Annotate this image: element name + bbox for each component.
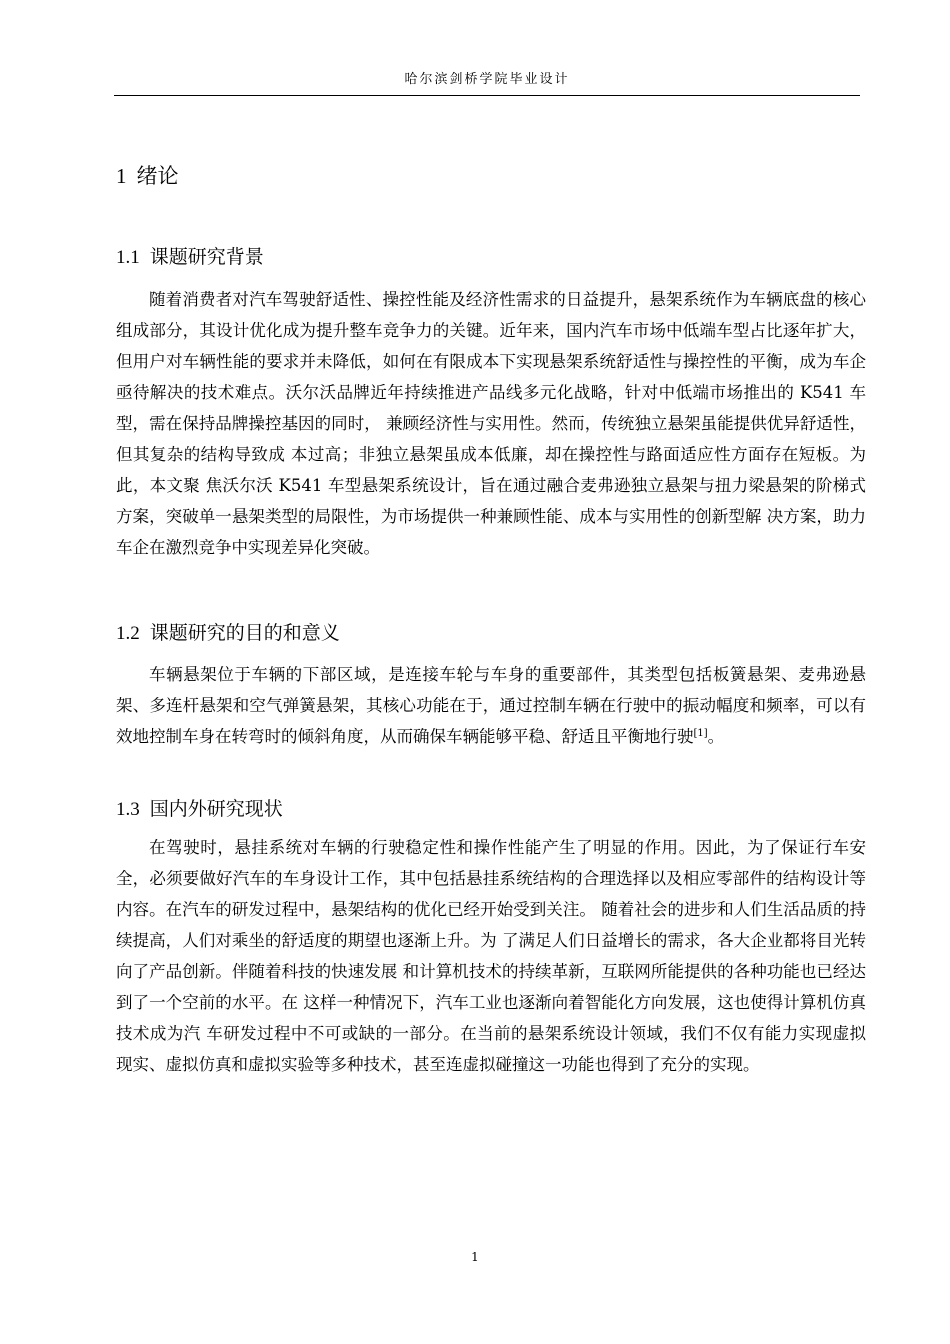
section-heading-1-2 xyxy=(116,618,340,645)
section-number: 1.1 xyxy=(116,247,140,268)
page-header: 哈尔滨剑桥学院毕业设计 xyxy=(404,72,570,87)
section-title: 课题研究的目的和意义 xyxy=(149,622,340,644)
section-number: 1.3 xyxy=(116,799,140,820)
citation-marker: [1] xyxy=(693,728,708,739)
section-heading-1-3 xyxy=(116,794,283,821)
paragraph-purpose-end: 。 xyxy=(707,727,725,746)
section-number: 1.2 xyxy=(116,623,140,644)
chapter-heading xyxy=(116,160,179,190)
section-title: 课题研究背景 xyxy=(149,246,264,268)
chapter-number: 1 xyxy=(116,164,127,188)
paragraph-status: 在驾驶时，悬挂系统对车辆的行驶稳定性和操作性能产生了明显的作用。因此，为了保证行车安全，必须要做好汽车的车身设计工作，其中包括悬挂系统结构的合理选择以及相应零部件的结构设计等内容。在汽车的研发过程中，悬架结构的优化已经开始受到关注。 随着社会的进步和人们生活品质的持续提高，人们对乘坐的舒适度的期望也逐渐上升。为 了满足人们日益增长的需求，各大企业都将目光转向了产品创新。伴随着科技的快速发展 和计算机技术的持续革新，互联网所能提供的各种功能也已经达到了一个空前的水平。在 这样一种情况下，汽车工业也逐渐向着智能化方向发展，这也使得计算机仿真技术成为汽 车研发过程中不可或缺的一部分。在当前的悬架系统设计领域，我们不仅有能力实现虚拟 现实、虚拟仿真和虚拟实验等多种技术，甚至连虚拟碰撞这一功能也得到了充分的实现。 xyxy=(116,838,866,1074)
section-heading-1-1 xyxy=(116,242,264,269)
paragraph-background: 随着消费者对汽车驾驶舒适性、操控性能及经济性需求的日益提升，悬架系统作为车辆底盘的核心组成部分，其设计优化成为提升整车竞争力的关键。近年来，国内汽车市场中低端车型占比逐年扩大，但用户对车辆性能的要求并未降低，如何在有限成本下实现悬架系统舒适性与操控性的平衡，成为车企亟待解决的技术难点。沃尔沃品牌近年持续推进产品线多元化战略，针对中低端市场推出的 K541 车型，需在保持品牌操控基因的同时， 兼顾经济性与实用性。然而，传统独立悬架虽能提供优异舒适性，但其复杂的结构导致成 本过高；非独立悬架虽成本低廉，却在操控性与路面适应性方面存在短板。为此，本文聚 焦沃尔沃 K541 车型悬架系统设计，旨在通过融合麦弗逊独立悬架与扭力梁悬架的阶梯式 方案，突破单一悬架类型的局限性，为市场提供一种兼顾性能、成本与实用性的创新型解 决方案，助力车企在激烈竞争中实现差异化突破。 xyxy=(116,290,866,557)
header-rule xyxy=(114,95,860,96)
paragraph-purpose xyxy=(116,659,866,752)
page-number: 1 xyxy=(471,1250,479,1264)
paragraph-purpose-text: 车辆悬架位于车辆的下部区域，是连接车轮与车身的重要部件，其类型包括板簧悬架、麦弗逊悬架、多连杆悬架和空气弹簧悬架，其核心功能在于，通过控制车辆在行驶中的振动幅度和频率，可以有效地控制车身在转弯时的倾斜角度，从而确保车辆能够平稳、舒适且平衡地行驶 xyxy=(116,665,866,746)
section-title: 国内外研究现状 xyxy=(149,798,283,820)
chapter-title: 绪论 xyxy=(136,164,179,188)
